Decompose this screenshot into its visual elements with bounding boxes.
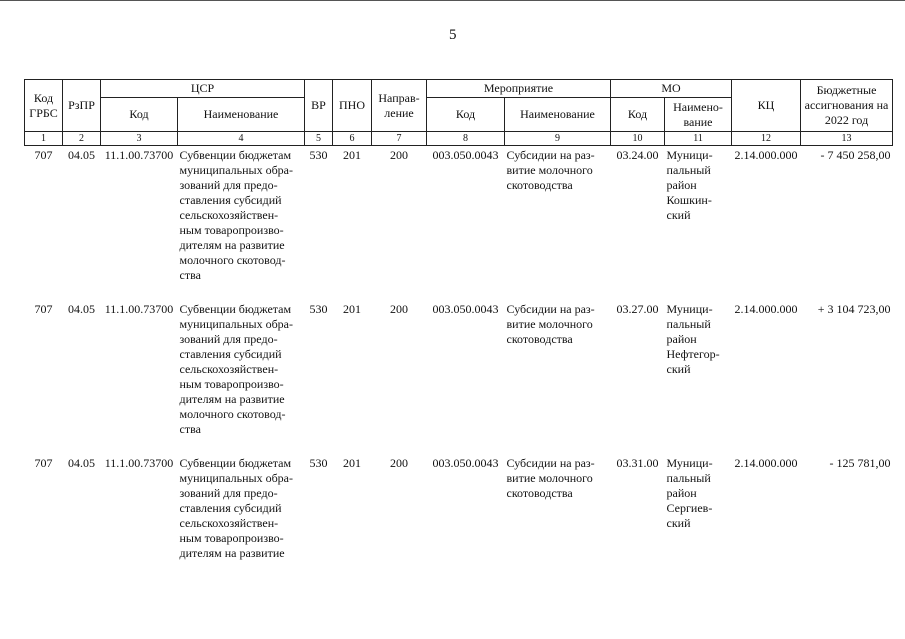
cell-csr-name xyxy=(178,454,305,608)
table-body xyxy=(25,146,893,609)
text-line: Субвенции бюджетам xyxy=(179,148,292,162)
text-line: муниципальных обра- xyxy=(179,317,294,331)
cell-csr-name xyxy=(178,146,305,301)
column-number: 3 xyxy=(101,132,178,146)
column-number: 5 xyxy=(305,132,333,146)
text-line: ным товаропроизво- xyxy=(179,377,284,391)
text-line: Субсидии на раз- xyxy=(506,148,595,162)
text-line: сельскохозяйствен- xyxy=(179,362,279,376)
text-line: дителям на развитие xyxy=(179,546,285,560)
header-csr-kod: Код xyxy=(101,98,178,132)
column-number: 4 xyxy=(178,132,305,146)
cell-vr: 530 xyxy=(309,456,328,470)
cell-mer-kod: 003.050.0043 xyxy=(432,302,499,316)
cell-mo-kod: 03.31.00 xyxy=(616,456,659,470)
text-line: скотоводства xyxy=(506,486,573,500)
cell-napravlenie: 200 xyxy=(390,456,408,470)
text-line: муниципальных обра- xyxy=(179,471,294,485)
header-mo: МО xyxy=(611,80,732,98)
text-line: Сергиев- xyxy=(666,501,713,515)
header-csr: ЦСР xyxy=(101,80,305,98)
header-pno: ПНО xyxy=(333,80,372,132)
cell-csr-kod: 11.1.00.73700 xyxy=(104,148,174,162)
cell-vr: 530 xyxy=(309,148,328,162)
text-line: витие молочного xyxy=(506,471,593,485)
header-napravlenie: Направ-ление xyxy=(372,80,427,132)
cell-napravlenie: 200 xyxy=(390,302,408,316)
text-line: Субсидии на раз- xyxy=(506,302,595,316)
text-line: ставления субсидий xyxy=(179,193,282,207)
header-mer-name: Наименование xyxy=(505,98,611,132)
text-line: дителям на развитие xyxy=(179,238,285,252)
text-line: ным товаропроизво- xyxy=(179,531,284,545)
text-line: ства xyxy=(179,422,201,436)
cell-napravlenie: 200 xyxy=(390,148,408,162)
text-line: зований для предо- xyxy=(179,332,278,346)
text-line: ский xyxy=(666,516,691,530)
budget-table xyxy=(24,79,893,608)
cell-mo-name xyxy=(665,146,732,301)
header-kc: КЦ xyxy=(732,80,801,132)
cell-pno: 201 xyxy=(343,148,361,162)
header-mo-kod: Код xyxy=(611,98,665,132)
text-line: зований для предо- xyxy=(179,178,278,192)
text-line: ства xyxy=(179,268,201,282)
text-line: витие молочного xyxy=(506,163,593,177)
cell-kc: 2.14.000.000 xyxy=(734,148,798,162)
cell-kc: 2.14.000.000 xyxy=(734,302,798,316)
header-meropriyatie: Мероприятие xyxy=(427,80,611,98)
text-line: сельскохозяйствен- xyxy=(179,208,279,222)
text-line: витие молочного xyxy=(506,317,593,331)
text-line: молочного скотовод- xyxy=(179,407,286,421)
cell-rzpr: 04.05 xyxy=(68,302,95,316)
text-line: пальный xyxy=(666,471,711,485)
text-line: Нефтегор- xyxy=(666,347,720,361)
text-line: район xyxy=(666,332,697,346)
column-number: 12 xyxy=(732,132,801,146)
text-line: район xyxy=(666,486,697,500)
column-number: 8 xyxy=(427,132,505,146)
cell-csr-name xyxy=(178,300,305,454)
text-line: район xyxy=(666,178,697,192)
cell-mer-name xyxy=(505,454,611,608)
cell-mo-kod: 03.27.00 xyxy=(616,302,659,316)
column-number: 13 xyxy=(801,132,893,146)
text-line: пальный xyxy=(666,317,711,331)
cell-amount: - 125 781,00 xyxy=(829,456,891,470)
table-header xyxy=(25,80,893,146)
column-number: 9 xyxy=(505,132,611,146)
table-row xyxy=(25,454,893,608)
text-line: Кошкин- xyxy=(666,193,712,207)
cell-mo-kod: 03.24.00 xyxy=(616,148,659,162)
cell-amount: + 3 104 723,00 xyxy=(817,302,891,316)
column-number: 6 xyxy=(333,132,372,146)
cell-mo-name xyxy=(665,300,732,454)
cell-mer-kod: 003.050.0043 xyxy=(432,148,499,162)
cell-mo-name xyxy=(665,454,732,608)
text-line: Субсидии на раз- xyxy=(506,456,595,470)
top-border-line xyxy=(0,0,905,1)
cell-kod-grbs: 707 xyxy=(34,148,53,162)
header-kod-grbs: Код ГРБС xyxy=(25,80,63,132)
text-line: зований для предо- xyxy=(179,486,278,500)
cell-mer-name xyxy=(505,300,611,454)
cell-vr: 530 xyxy=(309,302,328,316)
cell-amount: - 7 450 258,00 xyxy=(820,148,891,162)
text-line: Муници- xyxy=(666,456,713,470)
column-number: 7 xyxy=(372,132,427,146)
text-line: скотоводства xyxy=(506,178,573,192)
column-number: 11 xyxy=(665,132,732,146)
column-number: 2 xyxy=(63,132,101,146)
text-line: сельскохозяйствен- xyxy=(179,516,279,530)
text-line: Муници- xyxy=(666,148,713,162)
header-vr: ВР xyxy=(305,80,333,132)
cell-kod-grbs: 707 xyxy=(34,456,53,470)
header-rzpr: РзПР xyxy=(63,80,101,132)
header-mer-kod: Код xyxy=(427,98,505,132)
cell-pno: 201 xyxy=(343,302,361,316)
cell-pno: 201 xyxy=(343,456,361,470)
text-line: Субвенции бюджетам xyxy=(179,456,292,470)
text-line: ский xyxy=(666,208,691,222)
table-row xyxy=(25,300,893,454)
cell-csr-kod: 11.1.00.73700 xyxy=(104,456,174,470)
cell-kc: 2.14.000.000 xyxy=(734,456,798,470)
column-number: 1 xyxy=(25,132,63,146)
cell-rzpr: 04.05 xyxy=(68,456,95,470)
text-line: муниципальных обра- xyxy=(179,163,294,177)
text-line: ский xyxy=(666,362,691,376)
cell-csr-kod: 11.1.00.73700 xyxy=(104,302,174,316)
text-line: пальный xyxy=(666,163,711,177)
cell-mer-kod: 003.050.0043 xyxy=(432,456,499,470)
text-line: ставления субсидий xyxy=(179,501,282,515)
cell-rzpr: 04.05 xyxy=(68,148,95,162)
text-line: Субвенции бюджетам xyxy=(179,302,292,316)
page-number: 5 xyxy=(449,27,457,43)
text-line: ным товаропроизво- xyxy=(179,223,284,237)
header-mo-name: Наимено-вание xyxy=(665,98,732,132)
table-row xyxy=(25,146,893,301)
header-budget: Бюджетные ассигнования на 2022 год xyxy=(801,80,893,132)
text-line: скотоводства xyxy=(506,332,573,346)
text-line: дителям на развитие xyxy=(179,392,285,406)
text-line: молочного скотовод- xyxy=(179,253,286,267)
column-number: 10 xyxy=(611,132,665,146)
text-line: Муници- xyxy=(666,302,713,316)
text-line: ставления субсидий xyxy=(179,347,282,361)
cell-mer-name xyxy=(505,146,611,301)
cell-kod-grbs: 707 xyxy=(34,302,53,316)
header-csr-name: Наименование xyxy=(178,98,305,132)
